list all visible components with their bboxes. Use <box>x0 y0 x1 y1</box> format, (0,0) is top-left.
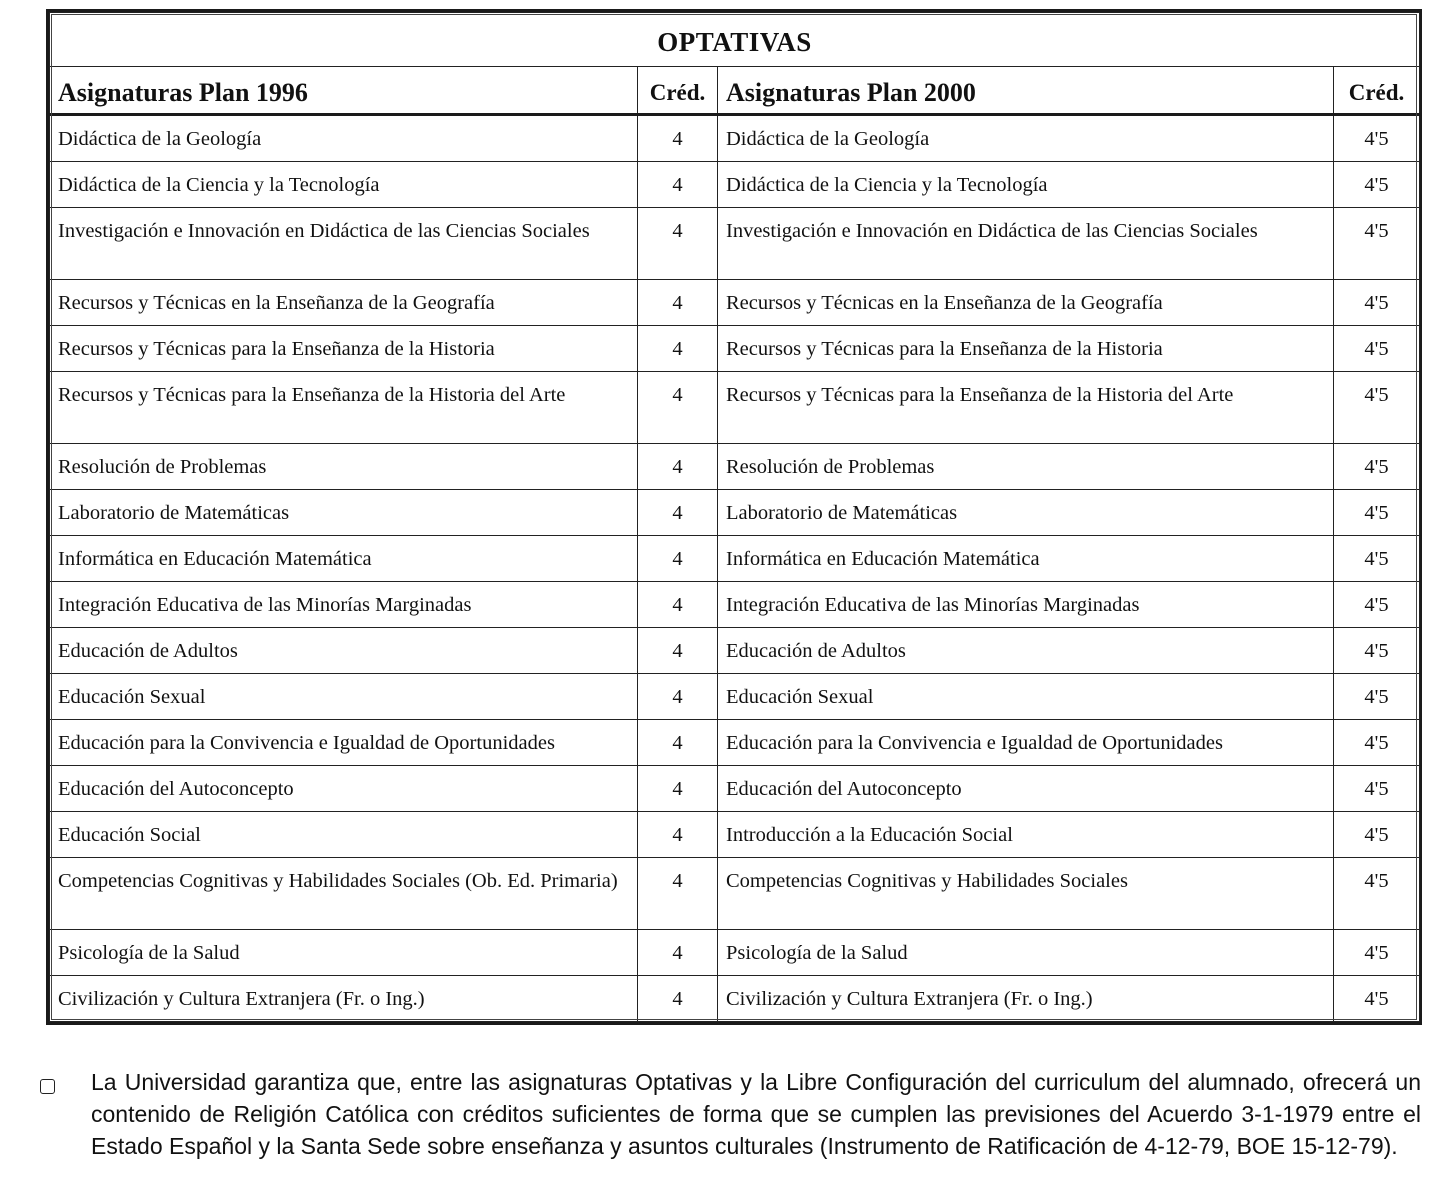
subject-2000: Investigación e Innovación en Didáctica de las Ciencias Sociales <box>718 208 1334 280</box>
credits-1996: 4 <box>638 976 718 1022</box>
credits-2000: 4'5 <box>1334 674 1420 720</box>
subject-1996: Integración Educativa de las Minorías Marginadas <box>50 582 638 628</box>
subject-1996: Recursos y Técnicas para la Enseñanza de la Historia <box>50 326 638 372</box>
credits-2000: 4'5 <box>1334 858 1420 930</box>
credits-1996: 4 <box>638 444 718 490</box>
subject-1996: Educación del Autoconcepto <box>50 766 638 812</box>
table-row <box>50 976 1420 1022</box>
subject-2000: Integración Educativa de las Minorías Marginadas <box>718 582 1334 628</box>
subject-2000: Resolución de Problemas <box>718 444 1334 490</box>
subject-2000: Recursos y Técnicas en la Enseñanza de la Geografía <box>718 280 1334 326</box>
table-row <box>50 812 1420 858</box>
subject-1996: Psicología de la Salud <box>50 930 638 976</box>
credits-2000: 4'5 <box>1334 766 1420 812</box>
credits-1996: 4 <box>638 280 718 326</box>
table-row <box>50 326 1420 372</box>
credits-1996: 4 <box>638 628 718 674</box>
checkbox-bullet-icon <box>40 1079 55 1094</box>
table-row <box>50 766 1420 812</box>
credits-1996: 4 <box>638 720 718 766</box>
subject-2000: Educación Sexual <box>718 674 1334 720</box>
table-row <box>50 582 1420 628</box>
subject-2000: Laboratorio de Matemáticas <box>718 490 1334 536</box>
credits-2000: 4'5 <box>1334 582 1420 628</box>
table-row <box>50 858 1420 930</box>
subject-2000: Didáctica de la Ciencia y la Tecnología <box>718 162 1334 208</box>
subject-2000: Educación del Autoconcepto <box>718 766 1334 812</box>
header-plan-1996: Asignaturas Plan 1996 <box>50 67 638 115</box>
subject-1996: Resolución de Problemas <box>50 444 638 490</box>
subject-1996: Educación Social <box>50 812 638 858</box>
religion-note <box>40 1066 1422 1162</box>
table-row <box>50 490 1420 536</box>
subject-1996: Didáctica de la Ciencia y la Tecnología <box>50 162 638 208</box>
credits-1996: 4 <box>638 536 718 582</box>
credits-1996: 4 <box>638 766 718 812</box>
credits-1996: 4 <box>638 582 718 628</box>
subject-1996: Competencias Cognitivas y Habilidades Sociales (Ob. Ed. Primaria) <box>50 858 638 930</box>
credits-2000: 4'5 <box>1334 280 1420 326</box>
credits-2000: 4'5 <box>1334 720 1420 766</box>
subject-2000: Didáctica de la Geología <box>718 115 1334 162</box>
subject-2000: Informática en Educación Matemática <box>718 536 1334 582</box>
credits-2000: 4'5 <box>1334 162 1420 208</box>
table-row <box>50 115 1420 162</box>
credits-2000: 4'5 <box>1334 326 1420 372</box>
table-row <box>50 444 1420 490</box>
table-body <box>50 115 1420 1022</box>
subject-1996: Didáctica de la Geología <box>50 115 638 162</box>
credits-2000: 4'5 <box>1334 976 1420 1022</box>
header-plan-2000: Asignaturas Plan 2000 <box>718 67 1334 115</box>
credits-2000: 4'5 <box>1334 372 1420 444</box>
credits-1996: 4 <box>638 812 718 858</box>
subject-1996: Recursos y Técnicas para la Enseñanza de la Historia del Arte <box>50 372 638 444</box>
subject-1996: Educación para la Convivencia e Igualdad de Oportunidades <box>50 720 638 766</box>
subject-2000: Recursos y Técnicas para la Enseñanza de la Historia del Arte <box>718 372 1334 444</box>
credits-1996: 4 <box>638 490 718 536</box>
note-text: La Universidad garantiza que, entre las asignaturas Optativas y la Libre Configuración del curriculum del alumnado, ofrecerá un contenido de Religión Católica con créditos suficientes de forma que se cumplen las previsiones del Acuerdo 3-1-1979 entre el Estado Español y la Santa Sede sobre enseñanza y asuntos culturales (Instrumento de Ratificación de 4-12-79, BOE 15-12-79). <box>91 1069 1421 1159</box>
credits-2000: 4'5 <box>1334 812 1420 858</box>
optativas-table <box>49 12 1420 1022</box>
subject-1996: Educación de Adultos <box>50 628 638 674</box>
table-row <box>50 162 1420 208</box>
header-credits-1996: Créd. <box>638 67 718 115</box>
table-row <box>50 628 1420 674</box>
table-title: OPTATIVAS <box>50 13 1420 67</box>
subject-1996: Laboratorio de Matemáticas <box>50 490 638 536</box>
subject-2000: Recursos y Técnicas para la Enseñanza de la Historia <box>718 326 1334 372</box>
credits-1996: 4 <box>638 115 718 162</box>
credits-1996: 4 <box>638 372 718 444</box>
subject-2000: Competencias Cognitivas y Habilidades Sociales <box>718 858 1334 930</box>
credits-2000: 4'5 <box>1334 628 1420 674</box>
credits-1996: 4 <box>638 858 718 930</box>
subject-2000: Introducción a la Educación Social <box>718 812 1334 858</box>
subject-1996: Recursos y Técnicas en la Enseñanza de la Geografía <box>50 280 638 326</box>
credits-2000: 4'5 <box>1334 490 1420 536</box>
credits-2000: 4'5 <box>1334 536 1420 582</box>
credits-2000: 4'5 <box>1334 115 1420 162</box>
credits-2000: 4'5 <box>1334 208 1420 280</box>
table-row <box>50 280 1420 326</box>
subject-1996: Educación Sexual <box>50 674 638 720</box>
table-row <box>50 536 1420 582</box>
credits-2000: 4'5 <box>1334 930 1420 976</box>
table-row <box>50 720 1420 766</box>
subject-1996: Investigación e Innovación en Didáctica de las Ciencias Sociales <box>50 208 638 280</box>
subject-2000: Educación de Adultos <box>718 628 1334 674</box>
header-credits-2000: Créd. <box>1334 67 1420 115</box>
subject-2000: Educación para la Convivencia e Igualdad de Oportunidades <box>718 720 1334 766</box>
table-row <box>50 930 1420 976</box>
subject-2000: Civilización y Cultura Extranjera (Fr. o Ing.) <box>718 976 1334 1022</box>
credits-1996: 4 <box>638 674 718 720</box>
credits-1996: 4 <box>638 326 718 372</box>
optativas-table-frame <box>46 9 1422 1025</box>
subject-2000: Psicología de la Salud <box>718 930 1334 976</box>
table-row <box>50 208 1420 280</box>
credits-1996: 4 <box>638 162 718 208</box>
credits-1996: 4 <box>638 930 718 976</box>
subject-1996: Informática en Educación Matemática <box>50 536 638 582</box>
credits-1996: 4 <box>638 208 718 280</box>
subject-1996: Civilización y Cultura Extranjera (Fr. o Ing.) <box>50 976 638 1022</box>
table-row <box>50 372 1420 444</box>
table-row <box>50 674 1420 720</box>
credits-2000: 4'5 <box>1334 444 1420 490</box>
